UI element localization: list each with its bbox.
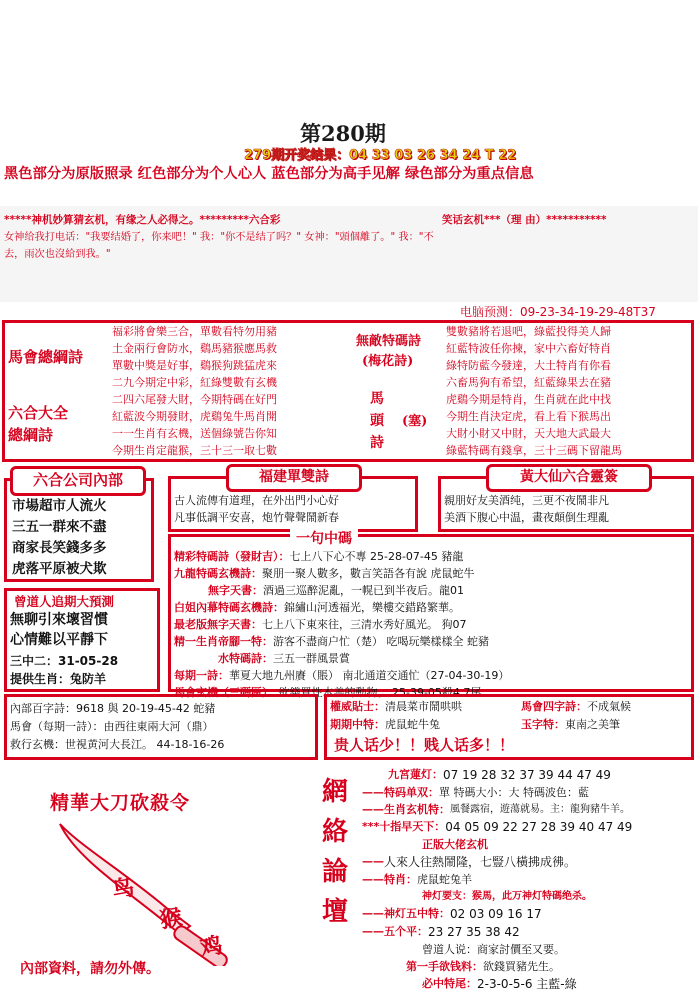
liuhe-poem-title-a: 六合大全: [8, 404, 69, 422]
strip-line2: 女神给我打电话："我要结婚了，你来吧！" 我："你不是结了吗？" 女神："頭個離了。" 我："不: [4, 232, 434, 243]
poem-right-line: 大財小財又中財，天大地大武最大: [446, 427, 611, 440]
poem-right: [446, 323, 622, 459]
forum-label: 必中特尾：: [422, 977, 477, 990]
liuhe-poem-title-b: 總綱詩: [8, 426, 54, 444]
forum-label: 九宮蓮灯：: [388, 768, 443, 781]
poem-left-line: 土金兩行會防水，鷄馬豬猴應馬救: [112, 342, 277, 355]
poem-left-line: 今期生肖定龍猴，三十三一取七數: [112, 444, 277, 457]
poem-right-line: 虎鷄今期是特肖，生肖就在此中找: [446, 393, 611, 406]
yiju-text: 錦繡山河透福光，樂樓交錯路繁華。: [284, 601, 460, 614]
huang-banner: 黃大仙六合靈簽: [486, 464, 652, 492]
yiju-label: 無字天書：: [208, 584, 263, 597]
forum-text: 單 特碼大小：大 特碼波色：藍: [439, 786, 589, 799]
forum-row: [362, 888, 632, 905]
knife-illustration: [40, 816, 260, 966]
internal-line3: 救行玄機：世視黄河大長江。 44-18-16-26: [10, 738, 225, 751]
tips-row2: [330, 716, 620, 733]
forum-row: [362, 801, 632, 818]
tips-row1: [330, 698, 631, 715]
yiju-text: 七上八下東來往，三清水秀好風光。 狗07: [262, 618, 467, 631]
issue-number: 第280期: [300, 121, 386, 146]
forum-text: 欲錢買豬先生。: [483, 960, 560, 973]
forum-row: [362, 766, 632, 784]
huang-line: 親朋好友美酒纯，三更不夜鬧非凡: [444, 494, 609, 507]
yiju-row: [174, 582, 509, 599]
forum-char: 絡: [322, 817, 349, 847]
poem-right-line: 綠藍特碼有錢拿，三十三碼下留龍馬: [446, 444, 622, 457]
yiju-label: 每期一詩：: [174, 669, 229, 682]
yiju-label: 馬會玄機（三碼區）：: [174, 686, 279, 699]
forum-row: [362, 958, 632, 975]
yiju-text: 游客不盡商户忙（楚） 吃喝玩樂樣樣全 蛇豬: [273, 635, 489, 648]
forum-row: [362, 923, 632, 941]
tips-label: 期期中特：: [330, 718, 385, 731]
forum-text: 正版大佬玄机: [422, 838, 488, 851]
forum-label: ***十指早天下：: [362, 820, 446, 833]
forum-text: 2-3-0-5-6 主藍-綠: [477, 977, 577, 991]
yiju-text: 聚朋一聚人數多，數言笑語各有說 虎鼠蛇牛: [262, 567, 475, 580]
yiju-row: [174, 565, 509, 582]
forum-text: 02 03 09 16 17: [450, 907, 542, 921]
fujian-poem: [174, 492, 339, 526]
forum-vertical: [322, 772, 348, 932]
horse-poem: [370, 388, 384, 454]
forum-label: ——神灯五中特：: [362, 907, 450, 920]
tips-label: 馬會四字詩：: [521, 700, 587, 713]
tips-label: 權威貼士：: [330, 700, 385, 713]
tips-text: 虎鼠蛇牛兔: [385, 718, 440, 731]
forum-text: 神灯要支：猴馬，此万神灯特碼绝杀。: [422, 891, 592, 902]
yiju-label: 水特碼詩：: [218, 652, 273, 665]
yiju-row: [174, 616, 509, 633]
fujian-line: 凡事低調平安喜，炮竹聲聲鬧新春: [174, 511, 339, 524]
huang-poem: [444, 492, 609, 526]
horse-char: 頭: [370, 413, 384, 429]
company-line: 三五一群來不盡: [12, 519, 107, 535]
strip-line3: 去，雨次也沒給到我。": [4, 249, 111, 260]
internal-line2: 馬會（每期一詩）：由西往東兩大河（鼎）: [10, 720, 214, 733]
forum-row: [362, 784, 632, 801]
forum-row: [362, 818, 632, 836]
yiju-row: [174, 548, 509, 565]
forum-label: 第一手欲钱料：: [406, 960, 483, 973]
computer-forecast: 电脑预测：09-23-34-19-29-48T37: [460, 305, 656, 319]
yiju-text: 酒過三巡醉泥亂，一幌已到半夜后。龍01: [263, 584, 464, 597]
poem-left-line: 紅藍波今期發財，虎鷄兔牛馬肖開: [112, 410, 277, 423]
poem-right-line: 今期生肖決定虎，看上看下猴馬出: [446, 410, 611, 423]
forum-text: 23 27 35 38 42: [428, 925, 520, 939]
strip-line1-left: *****神机妙算猜玄机，有缘之人必得之。*********六合彩: [4, 214, 281, 226]
company-banner: 六合公司內部: [10, 466, 146, 496]
slogan: 贵人话少！！贱人话多！！: [334, 736, 515, 754]
sai-label: (塞): [402, 414, 428, 429]
forum-row: [362, 941, 632, 958]
knife-title: 精華大刀砍殺令: [50, 792, 191, 814]
forum-lines: [362, 766, 632, 993]
yiju-text: 欲錢買性本善的動物。 25-39-05殺4.7尾: [278, 686, 482, 699]
forum-label: ——五个平：: [362, 925, 428, 938]
knife-char-2: 猴: [158, 904, 185, 934]
yiju-row: [174, 650, 509, 667]
invincible-poem-title: 無敵特碼詩: [356, 334, 422, 349]
color-legend: [4, 163, 534, 183]
forum-text: 虎鼠蛇兔羊: [417, 873, 472, 886]
yiju-label: 精一生肖帝腳一特：: [174, 635, 273, 648]
forum-text: 曾道人说：商家討價至又要。: [422, 943, 565, 956]
knife-char-3: 鸡: [198, 932, 225, 962]
plum-poem-sub: (梅花詩): [362, 354, 414, 369]
forum-label: ——特码单双：: [362, 786, 439, 799]
tips-label: 玉字特：: [521, 718, 565, 731]
forum-text: 04 05 09 22 27 28 39 40 47 49: [445, 820, 633, 834]
forum-row: [362, 905, 632, 923]
yiju-row: [174, 633, 509, 650]
zeng-line: 無聊引來壞習慣: [10, 612, 108, 628]
poem-right-line: 雙數豬將若退吧，綠藍投得美人歸: [446, 325, 611, 338]
company-poem: [12, 496, 107, 580]
yiju-text: 三五一群風景賞: [273, 652, 350, 665]
yiju-label: 精彩特碼詩（發財吉）：: [174, 550, 290, 563]
poem-left: [112, 323, 277, 459]
zeng-title: 曾道人追期大預測: [14, 594, 115, 609]
horse-char: 馬: [370, 391, 384, 407]
yiju-title: 一句中碼: [290, 528, 358, 548]
yiju-lines: [174, 548, 509, 701]
forum-row: [362, 853, 632, 871]
zeng-line: 心情難以平靜下: [10, 632, 108, 648]
poem-right-line: 六畜馬狗有希望，紅藍綠果去在豬: [446, 376, 611, 389]
knife-char-1: 鸟: [110, 874, 137, 904]
poem-left-line: 二四六尾發大財，今期特碼在好門: [112, 393, 277, 406]
yiju-row: [174, 599, 509, 616]
tips-text: 東南之美筆: [565, 718, 620, 731]
ti-gong: 提供生肖：兔防羊: [10, 672, 107, 686]
forum-char: 論: [322, 857, 349, 887]
poem-left-line: 一一生肖有玄機，送個綠號告你知: [112, 427, 277, 440]
internal-footer: 內部資料，請勿外傳。: [20, 961, 160, 977]
yiju-text: 華夏大地九州賡（賬） 南北通道交通忙（27-04-30-19）: [229, 669, 510, 682]
poem-right-line: 綠特防藍今發達，大土特肖有你看: [446, 359, 611, 372]
poem-left-line: 二九今期定中彩，紅綠雙數有玄機: [112, 376, 277, 389]
company-line: 市場超市人流火: [12, 498, 107, 514]
company-line: 虎落平原被犬欺: [12, 561, 107, 577]
yiju-text: 七上八下心不專 25-28-07-45 豬龍: [289, 550, 464, 563]
forum-text: 人來人往熱鬧隆，七豎八橫拂成彿。: [384, 855, 577, 869]
zeng-poem: [10, 610, 108, 650]
forum-text: 07 19 28 32 37 39 44 47 49: [443, 768, 611, 782]
poem-left-line: 單數中獎是好事，鷄猴狗跳猛虎來: [112, 359, 277, 372]
horse-char: 詩: [370, 435, 384, 451]
tips-text: 清晨菜市鬧哄哄: [385, 700, 462, 713]
macau-poem-title: 馬會總綱詩: [8, 348, 84, 366]
forum-row: [362, 975, 632, 993]
strip-line1-right: 笑话玄机***（理 由）***********: [442, 214, 607, 226]
yiju-label: 九龍特碼玄機詩：: [174, 567, 262, 580]
forum-label: ——特肖：: [362, 873, 417, 886]
yiju-label: 最老版無字天書：: [174, 618, 262, 631]
huang-line: 美酒下腹心中温，畫夜顛倒生理亂: [444, 511, 609, 524]
forum-label: ——生肖玄机特：: [362, 803, 450, 816]
forum-char: 網: [322, 777, 349, 807]
poem-left-line: 福彩將會樂三合，單數看特勿用豬: [112, 325, 277, 338]
yiju-label: 白姐內幕特碼玄機詩：: [174, 601, 284, 614]
forum-label: ——: [362, 855, 384, 868]
san-zhong-er: 三中二：31-05-28: [10, 654, 119, 668]
yiju-row: [174, 667, 509, 684]
fujian-line: 古人流傳有道理，在外出門小心好: [174, 494, 339, 507]
internal-line1: 內部百字詩：9618 與 20-19-45-42 蛇豬: [10, 702, 216, 715]
legend-text: 黑色部分为原版照录 红色部分为个人心人 蓝色部分为高手见解 绿色部分为重点信息: [4, 166, 534, 182]
previous-result: 279期开奖结果：04 33 03 26 34 24 T 22: [244, 148, 517, 163]
fujian-banner: 福建單雙詩: [226, 464, 362, 492]
poem-right-line: 紅藍特波任你揀，家中六畜好特肖: [446, 342, 611, 355]
forum-text: 風餐露宿，遊蕩就易。主：龍狗豬牛羊。: [450, 804, 630, 815]
forum-row: [362, 871, 632, 888]
forum-char: 壇: [322, 897, 349, 927]
tips-text: 不成氣候: [587, 700, 631, 713]
forum-row: [362, 836, 632, 853]
company-line: 商家長笑錢多多: [12, 540, 107, 556]
